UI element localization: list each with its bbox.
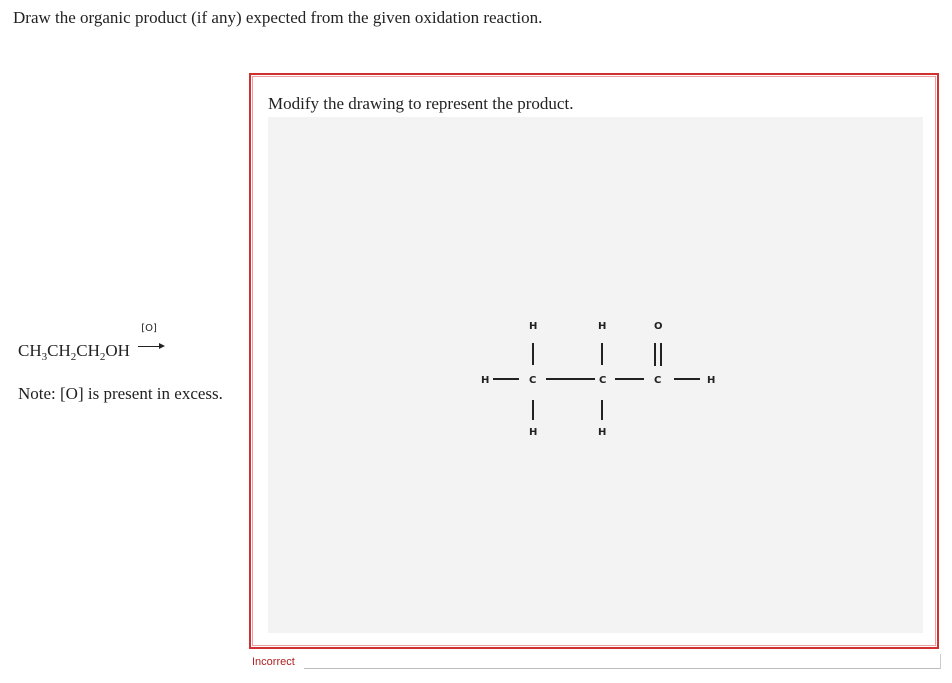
reactant-formula — [18, 341, 134, 363]
feedback-divider-end — [940, 654, 941, 669]
formula-part: CH — [47, 341, 71, 360]
feedback-status: Incorrect — [252, 656, 295, 668]
atom-c1[interactable]: C — [529, 375, 537, 386]
feedback-bar — [249, 654, 941, 672]
atom-h-c1-bottom[interactable]: H — [529, 427, 538, 438]
formula-part: OH — [105, 341, 130, 360]
atom-h-c2-top[interactable]: H — [598, 321, 607, 332]
arrow-head-icon — [159, 343, 165, 349]
feedback-divider — [304, 668, 941, 669]
reaction-arrow — [138, 323, 168, 354]
formula-subscript: 3 — [41, 351, 48, 363]
atom-h-c2-bottom[interactable]: H — [598, 427, 607, 438]
atom-o[interactable]: O — [654, 321, 663, 332]
formula-subscript: 2 — [70, 351, 77, 363]
reaction-note: Note: [O] is present in excess. — [18, 384, 223, 403]
formula-subscript: 2 — [99, 351, 106, 363]
atom-c3[interactable]: C — [654, 375, 662, 386]
atom-c2[interactable]: C — [599, 375, 607, 386]
atom-h-c1-top[interactable]: H — [529, 321, 538, 332]
molecule-drawing[interactable] — [268, 117, 923, 633]
drawing-canvas[interactable] — [268, 117, 923, 633]
atom-h-right[interactable]: H — [707, 375, 716, 386]
arrow-line — [138, 346, 160, 347]
formula-part: CH — [76, 341, 100, 360]
question-prompt: Draw the organic product (if any) expected from the given oxidation reaction. — [13, 8, 543, 27]
drawing-instruction: Modify the drawing to represent the product. — [268, 94, 574, 113]
reaction-equation — [18, 323, 168, 363]
formula-part: CH — [18, 341, 42, 360]
reagent-label: [O] — [141, 323, 157, 334]
atom-h-left[interactable]: H — [481, 375, 490, 386]
